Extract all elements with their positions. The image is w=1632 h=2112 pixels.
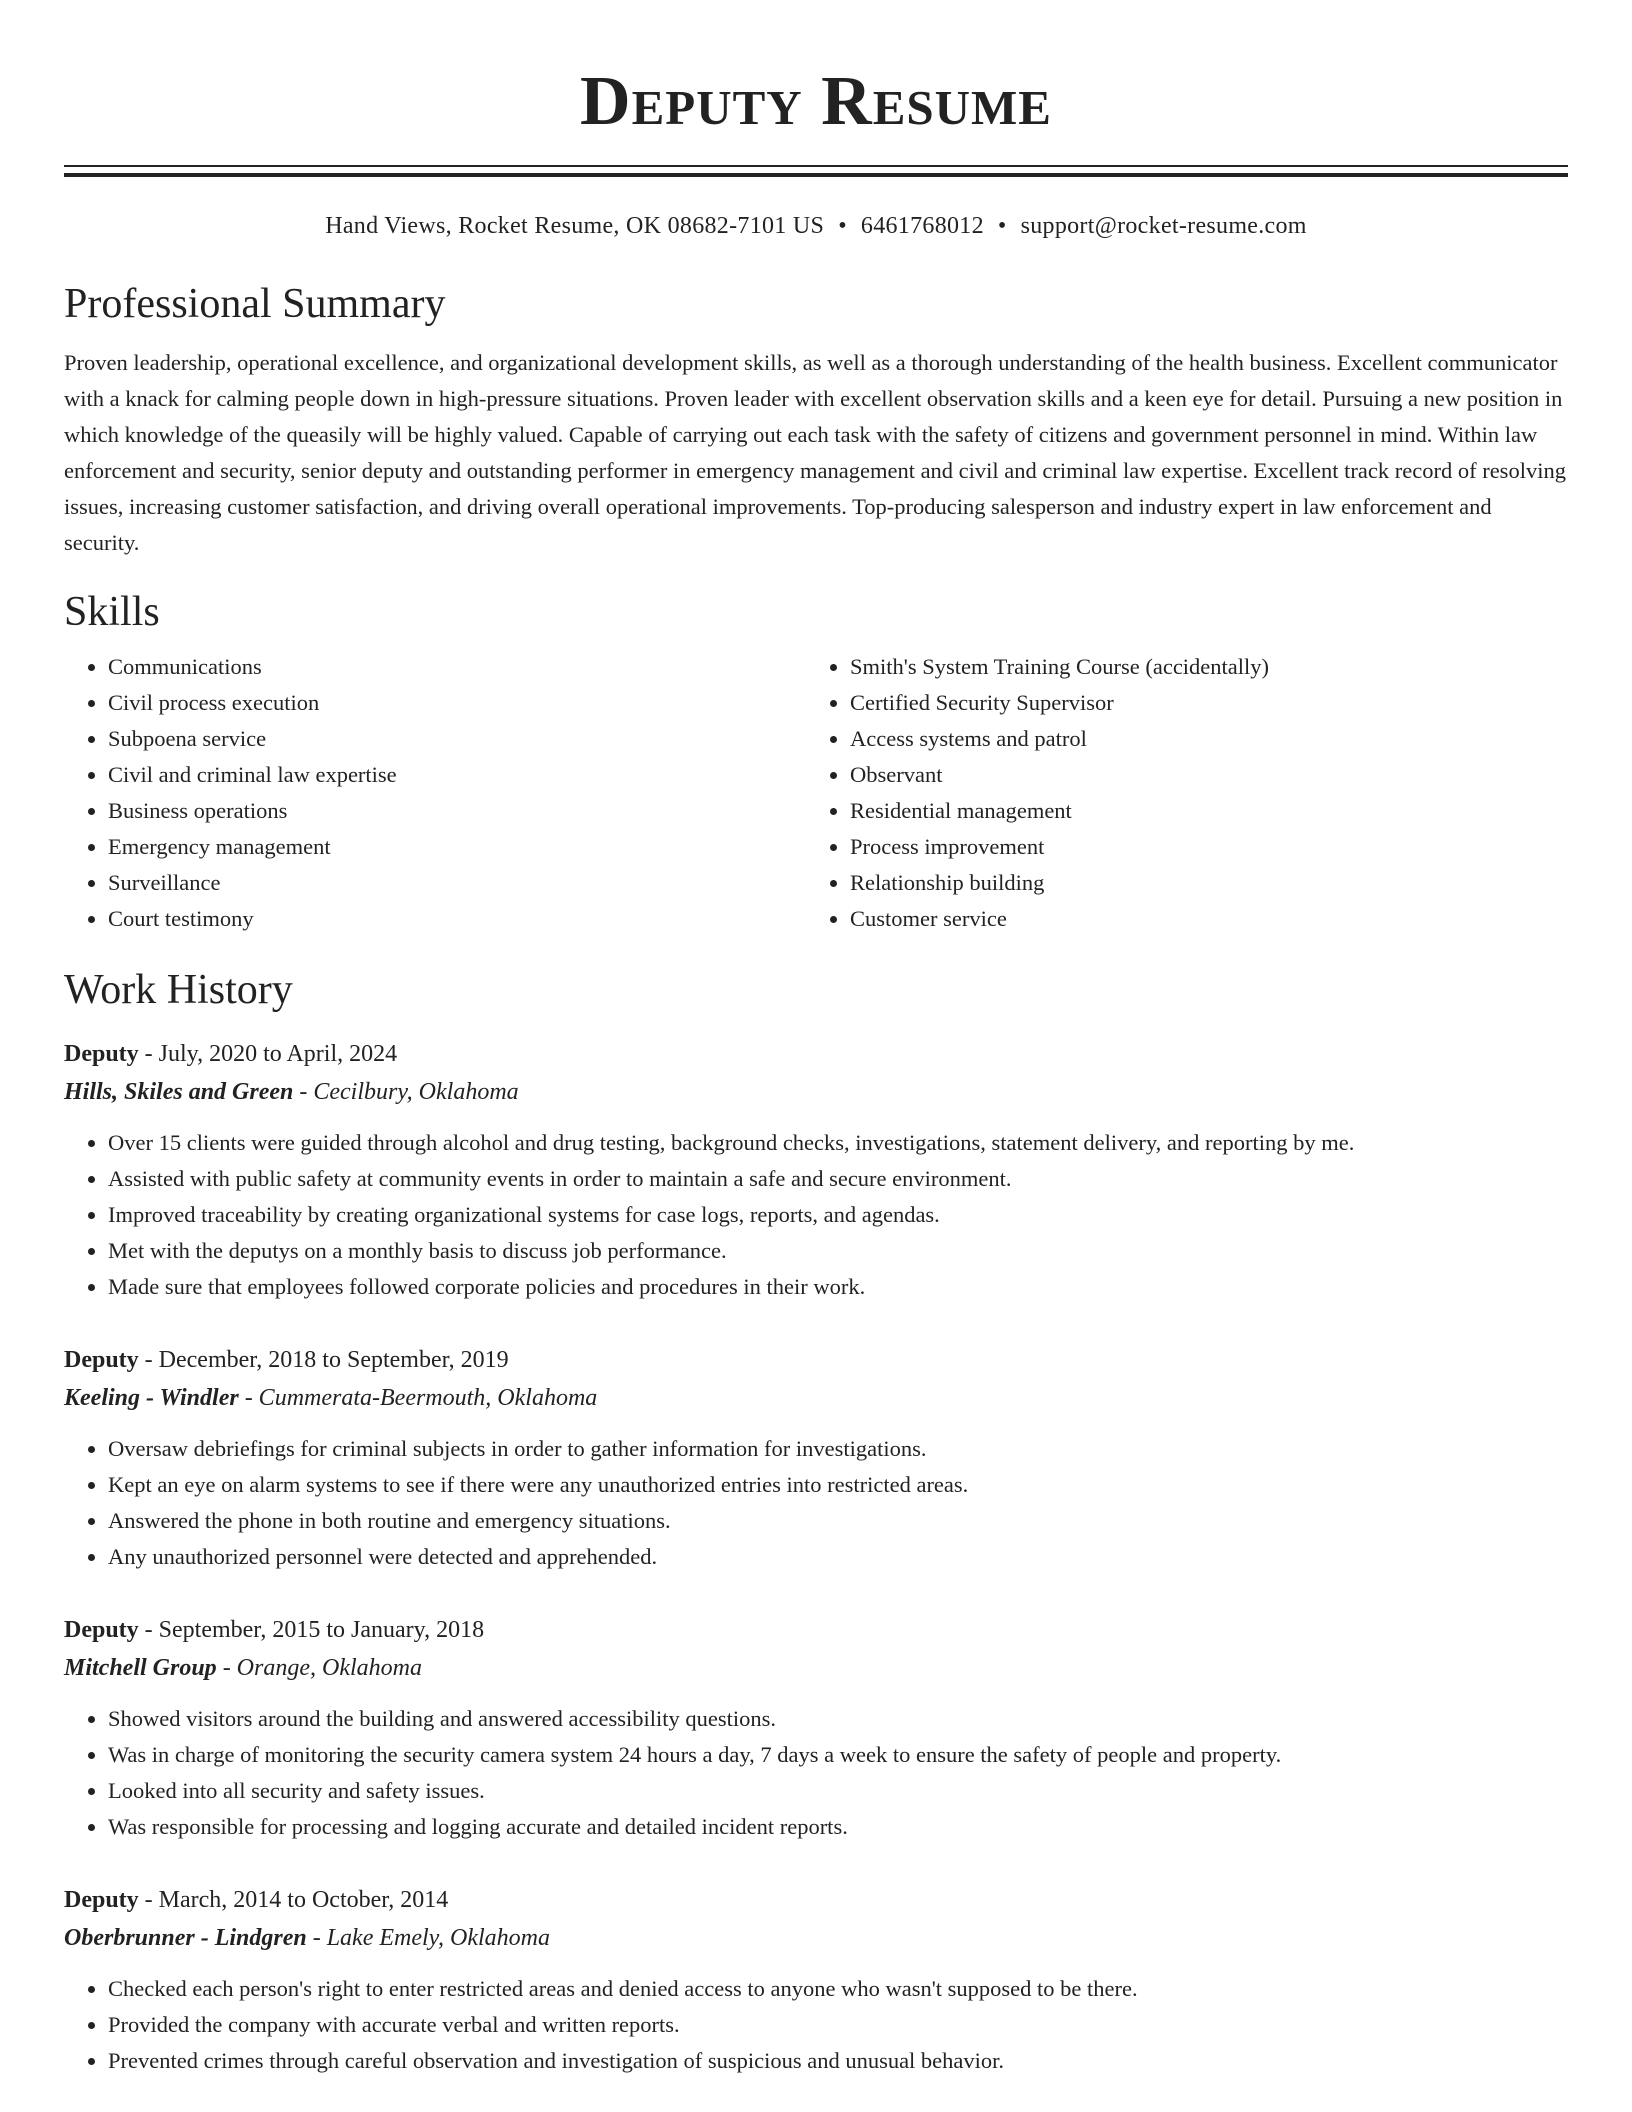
job-duty-item: • Was responsible for processing and logging accurate and detailed incident reports. [108, 1809, 1568, 1845]
job-dates: - July, 2020 to April, 2024 [138, 1041, 398, 1067]
skill-item: • Observant [850, 757, 1548, 793]
job-entry [64, 1035, 1568, 1305]
skills-heading: Skills [64, 589, 160, 635]
job-company-line [64, 1919, 1568, 1957]
job-dates: - September, 2015 to January, 2018 [138, 1617, 485, 1643]
job-duty-item: • Was in charge of monitoring the security camera system 24 hours a day, 7 days a week to ensure the safety of people and property. [108, 1737, 1568, 1773]
skill-item: • Relationship building [850, 865, 1548, 901]
skill-item: • Communications [108, 649, 806, 685]
skill-item: • Residential management [850, 793, 1548, 829]
job-company-line [64, 1073, 1568, 1111]
title-divider-thin [64, 165, 1568, 167]
job-location: - Lake Emely, Oklahoma [306, 1925, 550, 1951]
job-role: Deputy [64, 1617, 139, 1643]
job-duty-item: • Any unauthorized personnel were detected and apprehended. [108, 1539, 1568, 1575]
skill-item: • Surveillance [108, 865, 806, 901]
job-company: Oberbrunner - Lindgren [64, 1925, 307, 1951]
skill-item: • Emergency management [108, 829, 806, 865]
job-duty-item: • Met with the deputys on a monthly basis to discuss job performance. [108, 1233, 1568, 1269]
summary-heading: Professional Summary [64, 281, 446, 327]
job-duty-item: • Looked into all security and safety issues. [108, 1773, 1568, 1809]
job-duties-list [64, 1971, 1568, 2079]
skills-list-left [64, 649, 806, 937]
job-company: Mitchell Group [64, 1655, 217, 1681]
skills-columns [64, 649, 1568, 937]
job-duty-item: • Checked each person's right to enter restricted areas and denied access to anyone who wasn't supposed to be there. [108, 1971, 1568, 2007]
contact-phone: 6461768012 [860, 213, 984, 239]
skill-item: • Business operations [108, 793, 806, 829]
job-company-line [64, 1649, 1568, 1687]
resume-page [64, 0, 1568, 2079]
skill-item: • Certified Security Supervisor [850, 685, 1548, 721]
contact-separator: • [997, 213, 1007, 239]
job-duty-item: • Assisted with public safety at community events in order to maintain a safe and secure environment. [108, 1161, 1568, 1197]
job-duties-list [64, 1431, 1568, 1575]
job-location: - Cecilbury, Oklahoma [293, 1079, 519, 1105]
job-title-line [64, 1035, 1568, 1073]
skill-item: • Civil process execution [108, 685, 806, 721]
skills-list-right [806, 649, 1548, 937]
contact-email: support@rocket-resume.com [1020, 213, 1307, 239]
job-duty-item: • Showed visitors around the building and answered accessibility questions. [108, 1701, 1568, 1737]
job-duty-item: • Provided the company with accurate verbal and written reports. [108, 2007, 1568, 2043]
job-title-line [64, 1341, 1568, 1379]
job-company: Hills, Skiles and Green [64, 1079, 294, 1105]
job-duty-item: • Oversaw debriefings for criminal subjects in order to gather information for investigations. [108, 1431, 1568, 1467]
job-dates: - December, 2018 to September, 2019 [138, 1347, 509, 1373]
title-divider-thick [64, 173, 1568, 177]
job-duty-item: • Answered the phone in both routine and emergency situations. [108, 1503, 1568, 1539]
job-duty-item: • Over 15 clients were guided through alcohol and drug testing, background checks, investigations, statement delivery, and reporting by me. [108, 1125, 1568, 1161]
job-duties-list [64, 1701, 1568, 1845]
job-entry [64, 1881, 1568, 2079]
job-entry [64, 1341, 1568, 1575]
skill-item: • Civil and criminal law expertise [108, 757, 806, 793]
skill-item: • Process improvement [850, 829, 1548, 865]
job-location: - Cummerata-Beermouth, Oklahoma [238, 1385, 598, 1411]
job-duty-item: • Improved traceability by creating organizational systems for case logs, reports, and agendas. [108, 1197, 1568, 1233]
contact-separator: • [838, 213, 847, 239]
job-title-line [64, 1881, 1568, 1919]
job-duty-item: • Made sure that employees followed corporate policies and procedures in their work. [108, 1269, 1568, 1305]
job-duty-item: • Kept an eye on alarm systems to see if there were any unauthorized entries into restricted areas. [108, 1467, 1568, 1503]
job-duty-item: • Prevented crimes through careful observation and investigation of suspicious and unusual behavior. [108, 2043, 1568, 2079]
skill-item: • Customer service [850, 901, 1548, 937]
contact-line [64, 211, 1568, 241]
work-history-list [64, 1035, 1568, 2079]
job-role: Deputy [64, 1041, 139, 1067]
job-title-line [64, 1611, 1568, 1649]
job-location: - Orange, Oklahoma [216, 1655, 422, 1681]
job-company-line [64, 1379, 1568, 1417]
job-role: Deputy [64, 1887, 139, 1913]
job-role: Deputy [64, 1347, 139, 1373]
contact-address: Hand Views, Rocket Resume, OK 08682-7101 US [325, 213, 825, 239]
skill-item: • Subpoena service [108, 721, 806, 757]
skill-item: • Smith's System Training Course (accidentally) [850, 649, 1548, 685]
work-history-heading: Work History [64, 967, 293, 1013]
job-entry [64, 1611, 1568, 1845]
summary-text: Proven leadership, operational excellence, and organizational development skills, as well as a thorough understanding of the health business. Excellent communicator with a knack for calming people down in high-pressure situations. Proven leader with excellent observation skills and a keen eye for detail. Pursuing a new position in which knowledge of the queasily will be highly valued. Capable of carrying out each task with the safety of citizens and government personnel in mind. Within law enforcement and security, senior deputy and outstanding performer in emergency management and civil and criminal law expertise. Excellent track record of resolving issues, increasing customer satisfaction, and driving overall operational improvements. Top-producing salesperson and industry expert in law enforcement and security. [64, 350, 1566, 555]
job-dates: - March, 2014 to October, 2014 [138, 1887, 449, 1913]
job-company: Keeling - Windler [64, 1385, 239, 1411]
skill-item: • Access systems and patrol [850, 721, 1548, 757]
job-duties-list [64, 1125, 1568, 1305]
resume-title: Deputy Resume [580, 63, 1052, 140]
skill-item: • Court testimony [108, 901, 806, 937]
